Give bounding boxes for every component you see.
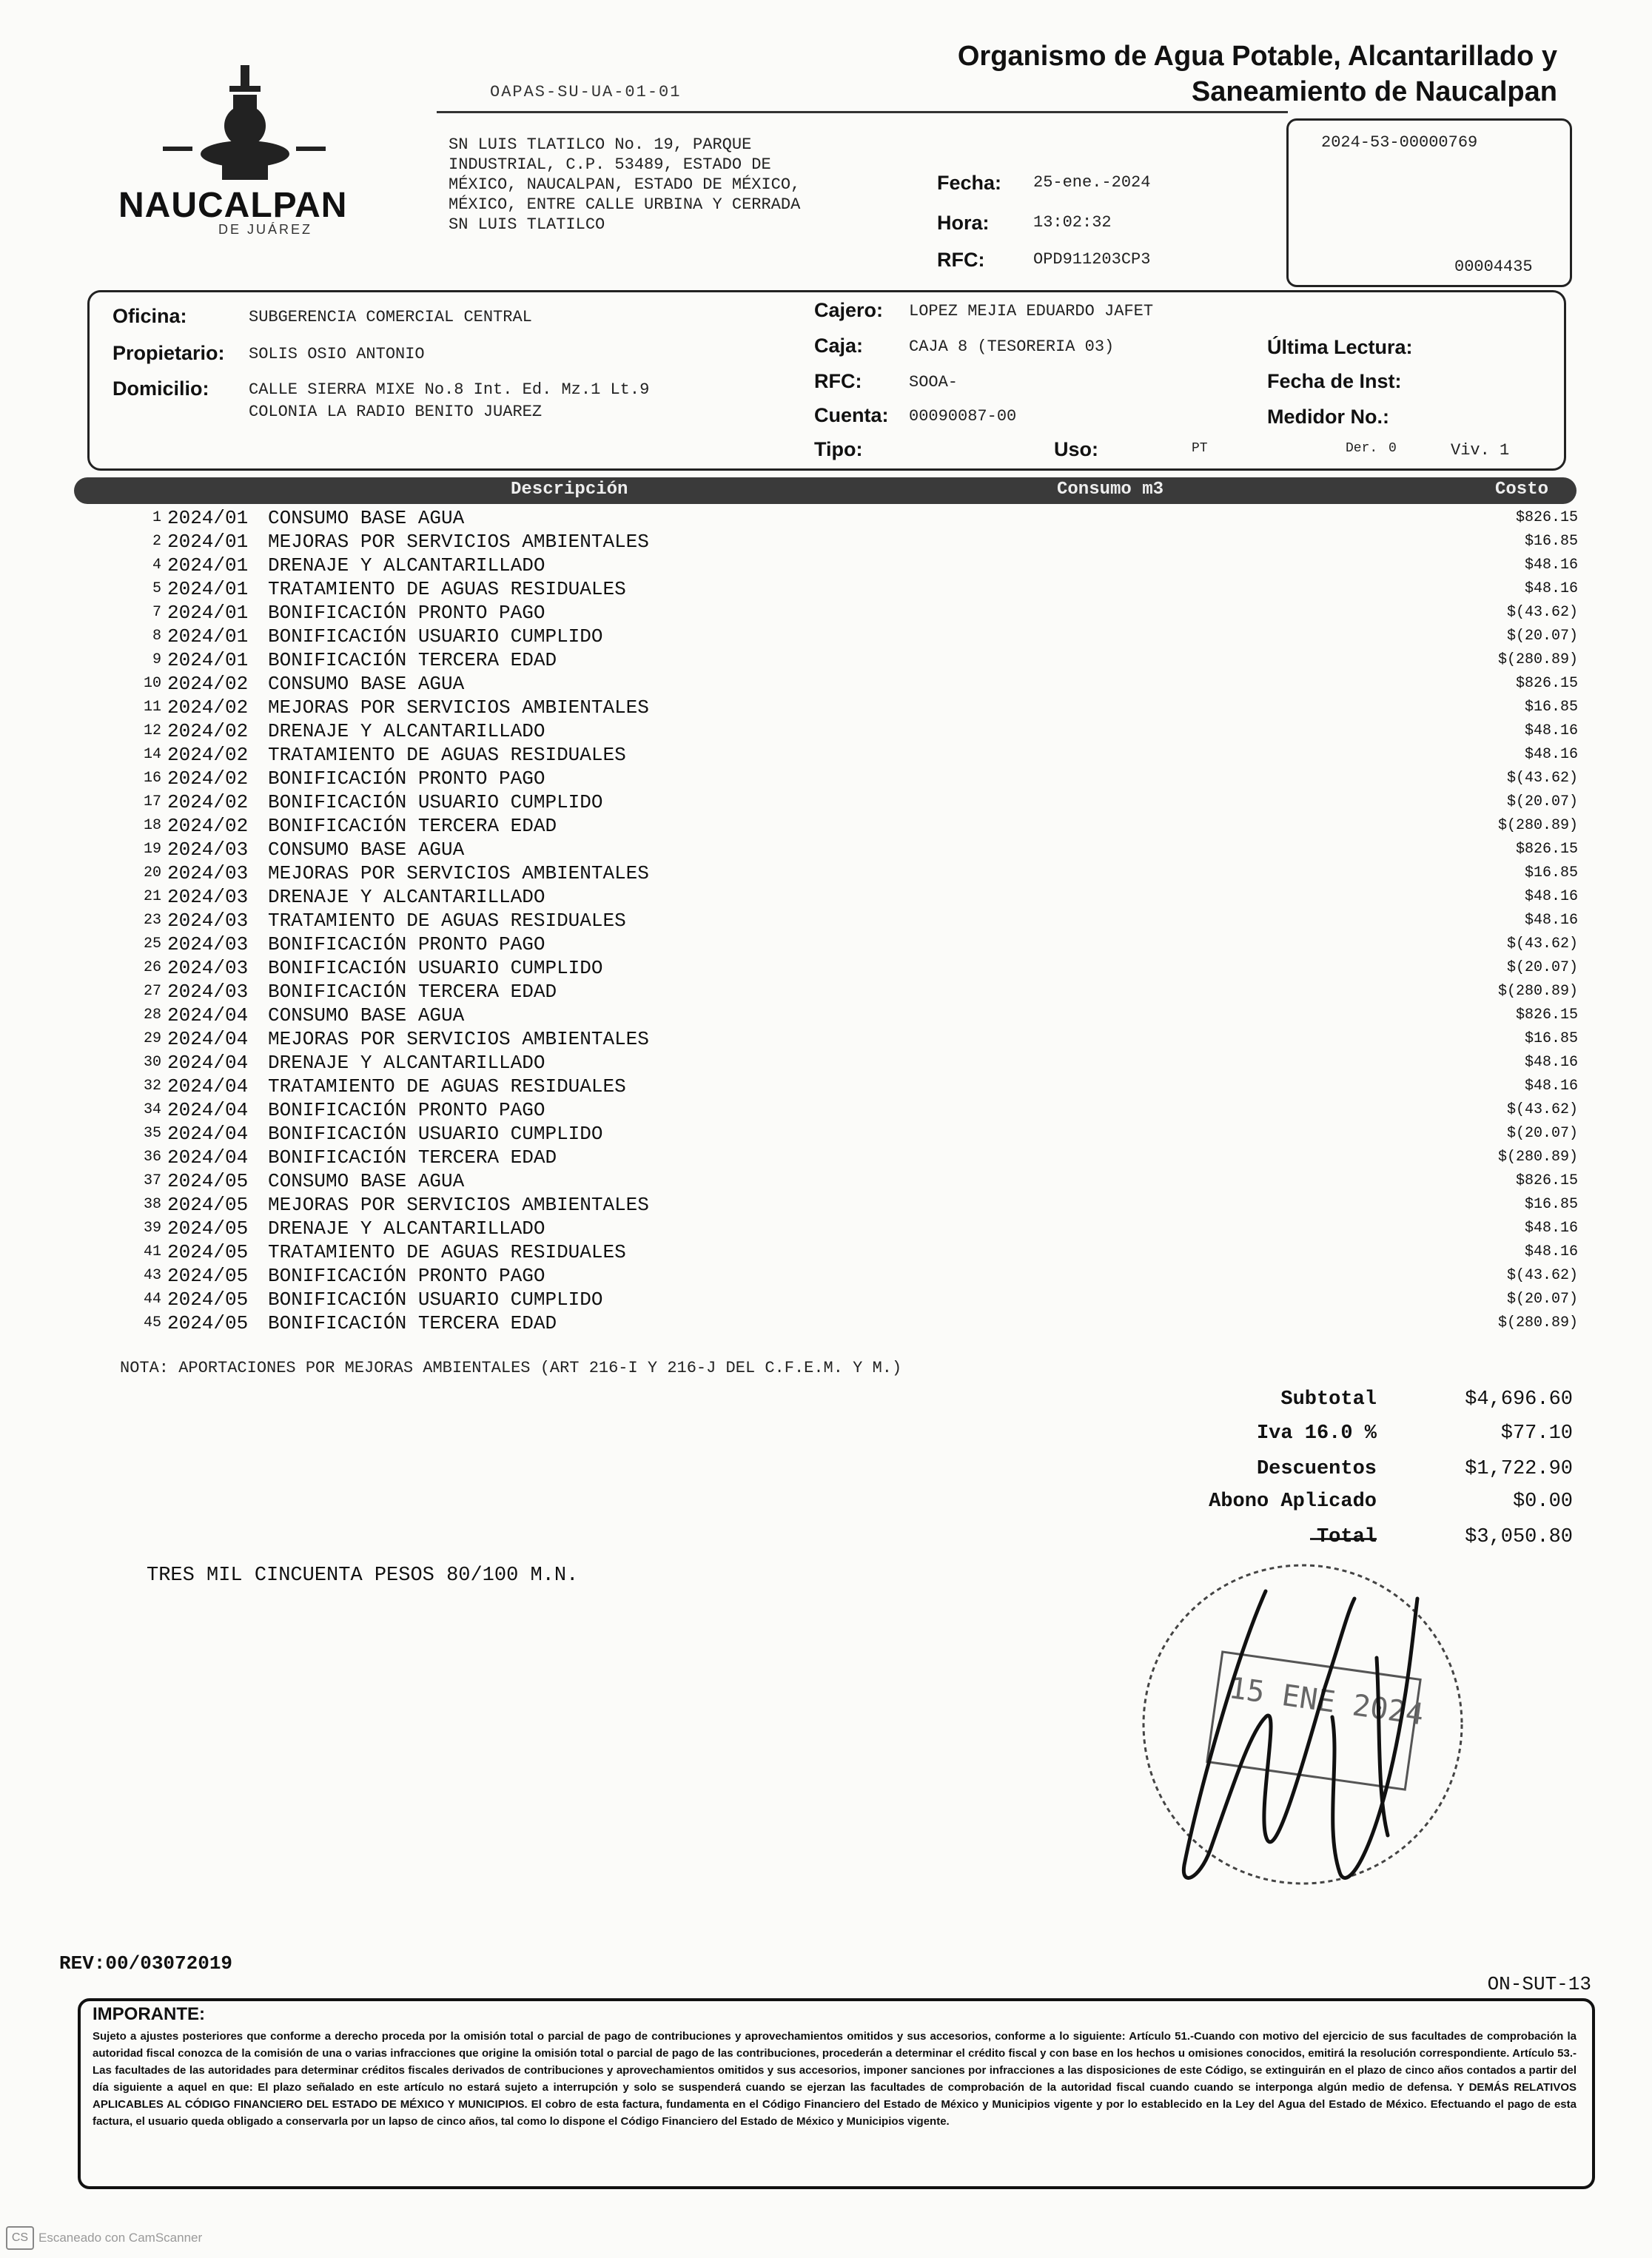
- table-row: [133, 1146, 1584, 1169]
- oficina-value: SUBGERENCIA COMERCIAL CENTRAL: [249, 308, 532, 326]
- propietario-value: SOLIS OSIO ANTONIO: [249, 345, 425, 363]
- row-number: 30: [143, 1054, 161, 1071]
- nota-text: NOTA: APORTACIONES POR MEJORAS AMBIENTALES (ART 216-I Y 216-J DEL C.F.E.M. Y M.): [120, 1359, 902, 1377]
- table-row: [133, 1193, 1584, 1217]
- row-description: CONSUMO BASE AGUA: [268, 839, 465, 861]
- row-cost: $16.85: [1524, 1030, 1578, 1047]
- row-period: 2024/03: [167, 981, 249, 1003]
- form-code: ON-SUT-13: [1487, 1973, 1591, 1995]
- row-cost: $16.85: [1524, 699, 1578, 716]
- tipo-label: Tipo:: [814, 438, 863, 460]
- domicilio-line1: CALLE SIERRA MIXE No.8 Int. Ed. Mz.1 Lt.9: [249, 380, 650, 399]
- table-row: [133, 554, 1584, 577]
- row-description: TRATAMIENTO DE AGUAS RESIDUALES: [268, 744, 626, 766]
- row-cost: $(280.89): [1497, 1149, 1578, 1166]
- row-period: 2024/04: [167, 1099, 249, 1121]
- der-value: 0: [1389, 441, 1397, 456]
- row-cost: $48.16: [1524, 746, 1578, 763]
- row-description: BONIFICACIÓN PRONTO PAGO: [268, 602, 545, 624]
- row-period: 2024/01: [167, 531, 249, 553]
- folio-sequence: 00004435: [1454, 258, 1533, 276]
- row-number: 7: [152, 604, 161, 621]
- row-cost: $48.16: [1524, 1220, 1578, 1237]
- signature: [1155, 1569, 1465, 1909]
- descuentos-value: $1,722.90: [1465, 1458, 1573, 1480]
- der-label: Der.: [1346, 441, 1378, 456]
- table-header-bar: [74, 477, 1577, 504]
- row-number: 32: [143, 1078, 161, 1095]
- row-number: 43: [143, 1267, 161, 1284]
- abono-label: Abono Aplicado: [1209, 1491, 1377, 1513]
- row-period: 2024/03: [167, 910, 249, 932]
- row-cost: $48.16: [1524, 557, 1578, 574]
- row-cost: $(20.07): [1506, 959, 1578, 976]
- table-row: [133, 1075, 1584, 1098]
- row-description: BONIFICACIÓN PRONTO PAGO: [268, 767, 545, 790]
- row-description: DRENAJE Y ALCANTARILLADO: [268, 1052, 545, 1074]
- row-period: 2024/03: [167, 933, 249, 955]
- row-period: 2024/04: [167, 1123, 249, 1145]
- row-cost: $826.15: [1515, 841, 1578, 858]
- table-row: [133, 933, 1584, 956]
- fecha-inst-label: Fecha de Inst:: [1267, 370, 1402, 392]
- row-description: TRATAMIENTO DE AGUAS RESIDUALES: [268, 578, 626, 600]
- uso-value: PT: [1192, 441, 1208, 456]
- propietario-label: Propietario:: [113, 342, 225, 364]
- medidor-label: Medidor No.:: [1267, 406, 1389, 428]
- cajero-label: Cajero:: [814, 299, 884, 321]
- camscanner-icon: CS: [6, 2226, 34, 2250]
- row-number: 35: [143, 1125, 161, 1142]
- row-cost: $48.16: [1524, 1078, 1578, 1095]
- row-number: 29: [143, 1030, 161, 1047]
- row-number: 10: [143, 675, 161, 692]
- row-number: 38: [143, 1196, 161, 1213]
- row-number: 11: [143, 699, 161, 716]
- row-description: BONIFICACIÓN PRONTO PAGO: [268, 933, 545, 955]
- issuer-rfc-label: RFC:: [937, 249, 985, 271]
- row-cost: $(280.89): [1497, 651, 1578, 668]
- issuer-rfc-value: OPD911203CP3: [1033, 250, 1151, 269]
- row-period: 2024/05: [167, 1217, 249, 1240]
- row-number: 5: [152, 580, 161, 597]
- table-row: [133, 790, 1584, 814]
- scanner-watermark: Escaneado con CamScanner: [38, 2231, 203, 2245]
- row-description: BONIFICACIÓN USUARIO CUMPLIDO: [268, 957, 603, 979]
- row-description: MEJORAS POR SERVICIOS AMBIENTALES: [268, 1194, 649, 1216]
- row-number: 1: [152, 509, 161, 526]
- organization-name: [958, 38, 1557, 110]
- row-period: 2024/04: [167, 1052, 249, 1074]
- cajero-value: LOPEZ MEJIA EDUARDO JAFET: [909, 302, 1154, 320]
- revision-code: REV:00/03072019: [59, 1952, 233, 1975]
- row-period: 2024/02: [167, 767, 249, 790]
- table-row: [133, 530, 1584, 554]
- column-header-consumo: Consumo m3: [1057, 480, 1164, 500]
- row-number: 37: [143, 1172, 161, 1189]
- row-period: 2024/03: [167, 839, 249, 861]
- row-period: 2024/05: [167, 1241, 249, 1263]
- table-row: [133, 909, 1584, 933]
- table-row: [133, 719, 1584, 743]
- row-description: DRENAJE Y ALCANTARILLADO: [268, 1217, 545, 1240]
- row-period: 2024/05: [167, 1312, 249, 1334]
- header-rule: [437, 111, 1288, 113]
- row-description: TRATAMIENTO DE AGUAS RESIDUALES: [268, 1075, 626, 1098]
- row-cost: $(43.62): [1506, 935, 1578, 952]
- table-row: [133, 601, 1584, 625]
- table-row: [133, 1122, 1584, 1146]
- row-cost: $(43.62): [1506, 604, 1578, 621]
- row-period: 2024/01: [167, 625, 249, 648]
- logo-subtitle: DE JUÁREZ: [218, 222, 313, 237]
- table-row: [133, 956, 1584, 980]
- table-row: [133, 1098, 1584, 1122]
- row-period: 2024/04: [167, 1075, 249, 1098]
- client-rfc-label: RFC:: [814, 370, 862, 392]
- table-row: [133, 1240, 1584, 1264]
- column-header-descripcion: Descripción: [511, 480, 628, 500]
- table-row: [133, 625, 1584, 648]
- total-label: Total: [1316, 1526, 1377, 1548]
- legal-notice-title: IMPORANTE:: [93, 2004, 205, 2024]
- row-description: MEJORAS POR SERVICIOS AMBIENTALES: [268, 531, 649, 553]
- row-cost: $826.15: [1515, 1172, 1578, 1189]
- table-row: [133, 885, 1584, 909]
- row-number: 23: [143, 912, 161, 929]
- row-period: 2024/02: [167, 744, 249, 766]
- iva-value: $77.10: [1500, 1422, 1573, 1445]
- row-cost: $826.15: [1515, 1007, 1578, 1024]
- table-row: [133, 1004, 1584, 1027]
- table-row: [133, 1264, 1584, 1288]
- domicilio-line2: COLONIA LA RADIO BENITO JUAREZ: [249, 403, 543, 421]
- table-row: [133, 1051, 1584, 1075]
- row-cost: $16.85: [1524, 864, 1578, 881]
- charges-table-body: [133, 506, 1584, 1335]
- ultima-lectura-label: Última Lectura:: [1267, 336, 1413, 358]
- document-code: OAPAS-SU-UA-01-01: [490, 83, 682, 101]
- row-period: 2024/04: [167, 1004, 249, 1026]
- row-period: 2024/01: [167, 649, 249, 671]
- row-number: 2: [152, 533, 161, 550]
- row-number: 36: [143, 1149, 161, 1166]
- row-period: 2024/01: [167, 507, 249, 529]
- row-cost: $826.15: [1515, 675, 1578, 692]
- caja-value: CAJA 8 (TESORERIA 03): [909, 337, 1115, 356]
- client-rfc-value: SOOA-: [909, 373, 958, 392]
- row-description: DRENAJE Y ALCANTARILLADO: [268, 554, 545, 577]
- row-description: BONIFICACIÓN USUARIO CUMPLIDO: [268, 791, 603, 813]
- row-period: 2024/05: [167, 1194, 249, 1216]
- row-cost: $48.16: [1524, 580, 1578, 597]
- table-row: [133, 980, 1584, 1004]
- fecha-label: Fecha:: [937, 172, 1002, 194]
- row-description: MEJORAS POR SERVICIOS AMBIENTALES: [268, 1028, 649, 1050]
- row-description: BONIFICACIÓN TERCERA EDAD: [268, 1312, 557, 1334]
- fecha-value: 25-ene.-2024: [1033, 173, 1151, 192]
- table-row: [133, 838, 1584, 861]
- row-number: 4: [152, 557, 161, 574]
- row-cost: $16.85: [1524, 1196, 1578, 1213]
- row-period: 2024/02: [167, 791, 249, 813]
- row-description: CONSUMO BASE AGUA: [268, 1004, 465, 1026]
- row-cost: $(20.07): [1506, 628, 1578, 645]
- row-cost: $(280.89): [1497, 983, 1578, 1000]
- caja-label: Caja:: [814, 335, 864, 357]
- cuenta-value: 00090087-00: [909, 407, 1017, 426]
- row-number: 25: [143, 935, 161, 952]
- org-name-line1: Organismo de Agua Potable, Alcantarillado y: [957, 41, 1557, 72]
- hora-value: 13:02:32: [1033, 213, 1112, 232]
- row-number: 21: [143, 888, 161, 905]
- row-number: 41: [143, 1243, 161, 1260]
- row-cost: $48.16: [1524, 888, 1578, 905]
- row-number: 39: [143, 1220, 161, 1237]
- row-period: 2024/02: [167, 720, 249, 742]
- row-cost: $16.85: [1524, 533, 1578, 550]
- row-description: CONSUMO BASE AGUA: [268, 507, 465, 529]
- subtotal-value: $4,696.60: [1465, 1388, 1573, 1411]
- row-description: DRENAJE Y ALCANTARILLADO: [268, 720, 545, 742]
- row-number: 9: [152, 651, 161, 668]
- table-row: [133, 1027, 1584, 1051]
- row-period: 2024/03: [167, 862, 249, 884]
- row-cost: $(20.07): [1506, 1291, 1578, 1308]
- row-description: CONSUMO BASE AGUA: [268, 673, 465, 695]
- row-period: 2024/04: [167, 1028, 249, 1050]
- table-row: [133, 814, 1584, 838]
- row-cost: $(280.89): [1497, 817, 1578, 834]
- table-row: [133, 767, 1584, 790]
- folio-number: 2024-53-00000769: [1321, 133, 1478, 152]
- row-period: 2024/04: [167, 1146, 249, 1169]
- org-name-line2: Saneamiento de Naucalpan: [1191, 76, 1557, 107]
- row-cost: $48.16: [1524, 1054, 1578, 1071]
- row-description: BONIFICACIÓN TERCERA EDAD: [268, 649, 557, 671]
- total-value: $3,050.80: [1465, 1526, 1573, 1548]
- row-cost: $(280.89): [1497, 1314, 1578, 1331]
- row-number: 17: [143, 793, 161, 810]
- row-description: TRATAMIENTO DE AGUAS RESIDUALES: [268, 1241, 626, 1263]
- row-number: 26: [143, 959, 161, 976]
- row-number: 45: [143, 1314, 161, 1331]
- row-period: 2024/01: [167, 578, 249, 600]
- table-row: [133, 577, 1584, 601]
- vivienda-value: Viv. 1: [1451, 441, 1510, 460]
- row-period: 2024/03: [167, 886, 249, 908]
- row-number: 34: [143, 1101, 161, 1118]
- abono-value: $0.00: [1512, 1491, 1573, 1513]
- column-header-costo: Costo: [1495, 480, 1549, 500]
- legal-notice-text: Sujeto a ajustes posteriores que conforme a derecho proceda por la omisión total o parcial de pago de contribuciones y aprovechamientos omitidos y sus accesorios, conforme a lo siguiente: Artículo 51.-Cuando con motivo del ejercicio de sus facultades de comprobación la autoridad fiscal conozca de la comisión de una o varias infracciones que origine la omisión total o parcial de pago de las contribuciones, procederán a determinar el crédito fiscal y con base en los hechos u omisiones conocidos, emitirá la resolución correspondiente. Artículo 53.- Las facultades de las autoridades para determinar créditos fiscales derivados de contribuciones y aprovechamientos omitidos y sus accesorios, imponer sanciones por infracciones a las disposiciones de este Código, se extinguirán en el plazo de cinco años contados a partir del día siguiente a aquel en que: El plazo señalado en este artículo no estará sujeto a interrupción y solo se suspenderá cuando se ejerzan las facultades de comprobación de la autoridad fiscal cuando cuando se interponga algún medio de defensa. Y DEMÁS RELATIVOS APLICABLES AL CÓDIGO FINANCIERO DEL ESTADO DE MÉXICO Y MUNICIPIOS. El cobro de esta factura, fundamenta en el Código Financiero del Estado de México y Municipios vigente y por lo establecido en la Ley del Agua del Estado de México. Efectuando el pago de esta factura, el usuario queda obligado a conservarla por un lapso de cinco años, tal como lo dispone el Código Financiero del Estado de México y Municipios vigente.: [93, 2030, 1577, 2128]
- table-row: [133, 1311, 1584, 1335]
- row-number: 44: [143, 1291, 161, 1308]
- row-description: BONIFICACIÓN USUARIO CUMPLIDO: [268, 1123, 603, 1145]
- row-description: BONIFICACIÓN USUARIO CUMPLIDO: [268, 625, 603, 648]
- row-number: 20: [143, 864, 161, 881]
- row-period: 2024/02: [167, 696, 249, 719]
- row-cost: $826.15: [1515, 509, 1578, 526]
- stamp-date: 15 ENE 2024: [1226, 1670, 1426, 1733]
- row-period: 2024/01: [167, 602, 249, 624]
- row-period: 2024/02: [167, 673, 249, 695]
- row-number: 12: [143, 722, 161, 739]
- row-number: 8: [152, 628, 161, 645]
- row-number: 19: [143, 841, 161, 858]
- row-description: CONSUMO BASE AGUA: [268, 1170, 465, 1192]
- row-description: BONIFICACIÓN TERCERA EDAD: [268, 981, 557, 1003]
- row-number: 14: [143, 746, 161, 763]
- logo-wordmark: NAUCALPAN: [118, 186, 348, 225]
- subtotal-label: Subtotal: [1280, 1388, 1377, 1411]
- issuer-address: SN LUIS TLATILCO No. 19, PARQUE INDUSTRIAL, C.P. 53489, ESTADO DE MÉXICO, NAUCALPAN, ESTADO DE MÉXICO, MÉXICO, ENTRE CALLE URBINA Y CERRADA SN LUIS TLATILCO: [449, 135, 801, 234]
- amount-in-words: TRES MIL CINCUENTA PESOS 80/100 M.N.: [147, 1565, 579, 1587]
- row-cost: $(43.62): [1506, 1267, 1578, 1284]
- row-number: 16: [143, 770, 161, 787]
- table-row: [133, 672, 1584, 696]
- row-number: 18: [143, 817, 161, 834]
- row-period: 2024/05: [167, 1288, 249, 1311]
- table-row: [133, 1169, 1584, 1193]
- table-row: [133, 1217, 1584, 1240]
- row-description: MEJORAS POR SERVICIOS AMBIENTALES: [268, 696, 649, 719]
- row-description: BONIFICACIÓN PRONTO PAGO: [268, 1265, 545, 1287]
- table-row: [133, 648, 1584, 672]
- domicilio-label: Domicilio:: [113, 377, 209, 400]
- row-period: 2024/02: [167, 815, 249, 837]
- row-description: BONIFICACIÓN USUARIO CUMPLIDO: [268, 1288, 603, 1311]
- uso-label: Uso:: [1054, 438, 1098, 460]
- row-cost: $48.16: [1524, 1243, 1578, 1260]
- table-row: [133, 1288, 1584, 1311]
- row-cost: $48.16: [1524, 722, 1578, 739]
- table-row: [133, 743, 1584, 767]
- row-cost: $(43.62): [1506, 770, 1578, 787]
- descuentos-label: Descuentos: [1256, 1458, 1377, 1480]
- row-number: 27: [143, 983, 161, 1000]
- row-cost: $48.16: [1524, 912, 1578, 929]
- row-description: TRATAMIENTO DE AGUAS RESIDUALES: [268, 910, 626, 932]
- row-period: 2024/03: [167, 957, 249, 979]
- table-row: [133, 506, 1584, 530]
- row-cost: $(20.07): [1506, 793, 1578, 810]
- table-row: [133, 861, 1584, 885]
- row-description: DRENAJE Y ALCANTARILLADO: [268, 886, 545, 908]
- row-description: MEJORAS POR SERVICIOS AMBIENTALES: [268, 862, 649, 884]
- row-cost: $(20.07): [1506, 1125, 1578, 1142]
- cuenta-label: Cuenta:: [814, 404, 889, 426]
- iva-label: Iva 16.0 %: [1256, 1422, 1377, 1445]
- table-row: [133, 696, 1584, 719]
- row-description: BONIFICACIÓN PRONTO PAGO: [268, 1099, 545, 1121]
- row-period: 2024/05: [167, 1170, 249, 1192]
- hora-label: Hora:: [937, 212, 990, 234]
- row-description: BONIFICACIÓN TERCERA EDAD: [268, 815, 557, 837]
- oficina-label: Oficina:: [113, 305, 187, 327]
- row-description: BONIFICACIÓN TERCERA EDAD: [268, 1146, 557, 1169]
- row-period: 2024/05: [167, 1265, 249, 1287]
- row-cost: $(43.62): [1506, 1101, 1578, 1118]
- row-number: 28: [143, 1007, 161, 1024]
- row-period: 2024/01: [167, 554, 249, 577]
